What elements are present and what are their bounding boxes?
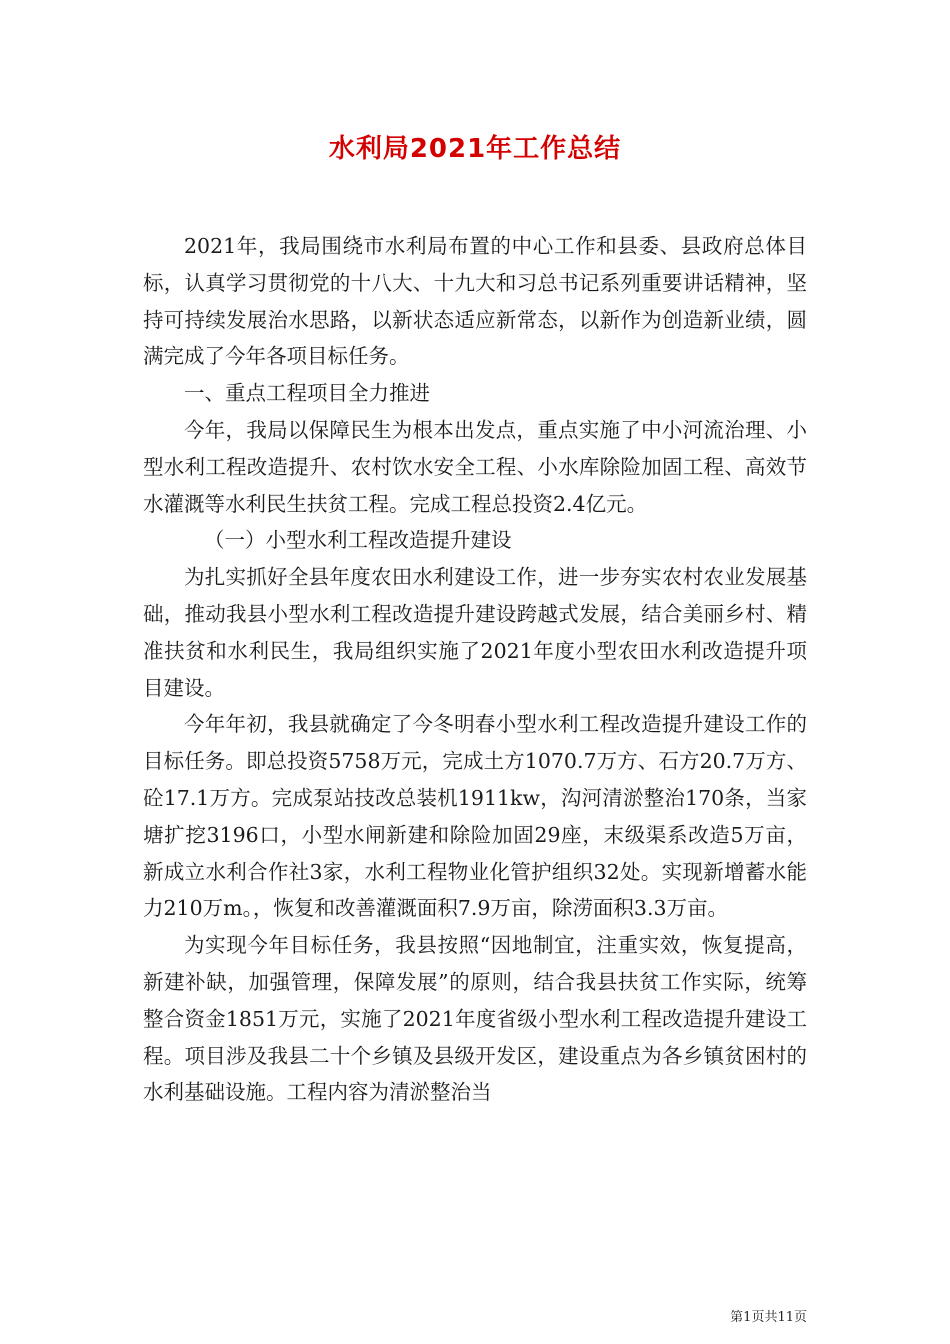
document-title: 水利局2021年工作总结 [328,134,622,164]
body-paragraph: 为扎实抓好全县年度农田水利建设工作，进一步夯实农村农业发展基础，推动我县小型水利工程改造提升建设跨越式发展，结合美丽乡村、精准扶贫和水利民生，我局组织实施了2021年度小型农田水利改造提升项目建设。 [143,565,807,700]
intro-paragraph: 2021年，我局围绕市水利局布置的中心工作和县委、县政府总体目标，认真学习贯彻党的十八大、十九大和习总书记系列重要讲话精神，坚持可持续发展治水思路，以新状态适应新常态，以新作为创造新业绩，圆满完成了今年各项目标任务。 [143,234,807,369]
body-paragraph: 今年，我局以保障民生为根本出发点，重点实施了中小河流治理、小型水利工程改造提升、农村饮水安全工程、小水库除险加固工程、高效节水灌溉等水利民生扶贫工程。完成工程总投资2.4亿元。 [143,417,807,516]
page-number: 第1页共11页 [730,1310,807,1325]
document-body [143,228,807,1111]
subsection-heading: （一）小型水利工程改造提升建设 [204,528,512,553]
body-paragraph: 今年年初，我县就确定了今冬明春小型水利工程改造提升建设工作的目标任务。即总投资5758万元，完成土方1070.7万方、石方20.7万方、砼17.1万方。完成泵站技改总装机1911kw，沟河清淤整治170条，当家塘扩挖3196口，小型水闸新建和除险加固29座，末级渠系改造5万亩，新成立水利合作社3家，水利工程物业化管护组织32处。实现新增蓄水能力210万m。，恢复和改善灌溉面积7.9万亩，除涝面积3.3万亩。 [143,712,807,921]
body-paragraph: 为实现今年目标任务，我县按照“因地制宜，注重实效，恢复提高，新建补缺，加强管理，保障发展”的原则，结合我县扶贫工作实际，统筹整合资金1851万元，实施了2021年度省级小型水利工程改造提升建设工程。项目涉及我县二十个乡镇及县级开发区，建设重点为各乡镇贫困村的水利基础设施。工程内容为清淤整治当 [143,933,807,1105]
section-heading: 一、重点工程项目全力推进 [184,381,430,406]
